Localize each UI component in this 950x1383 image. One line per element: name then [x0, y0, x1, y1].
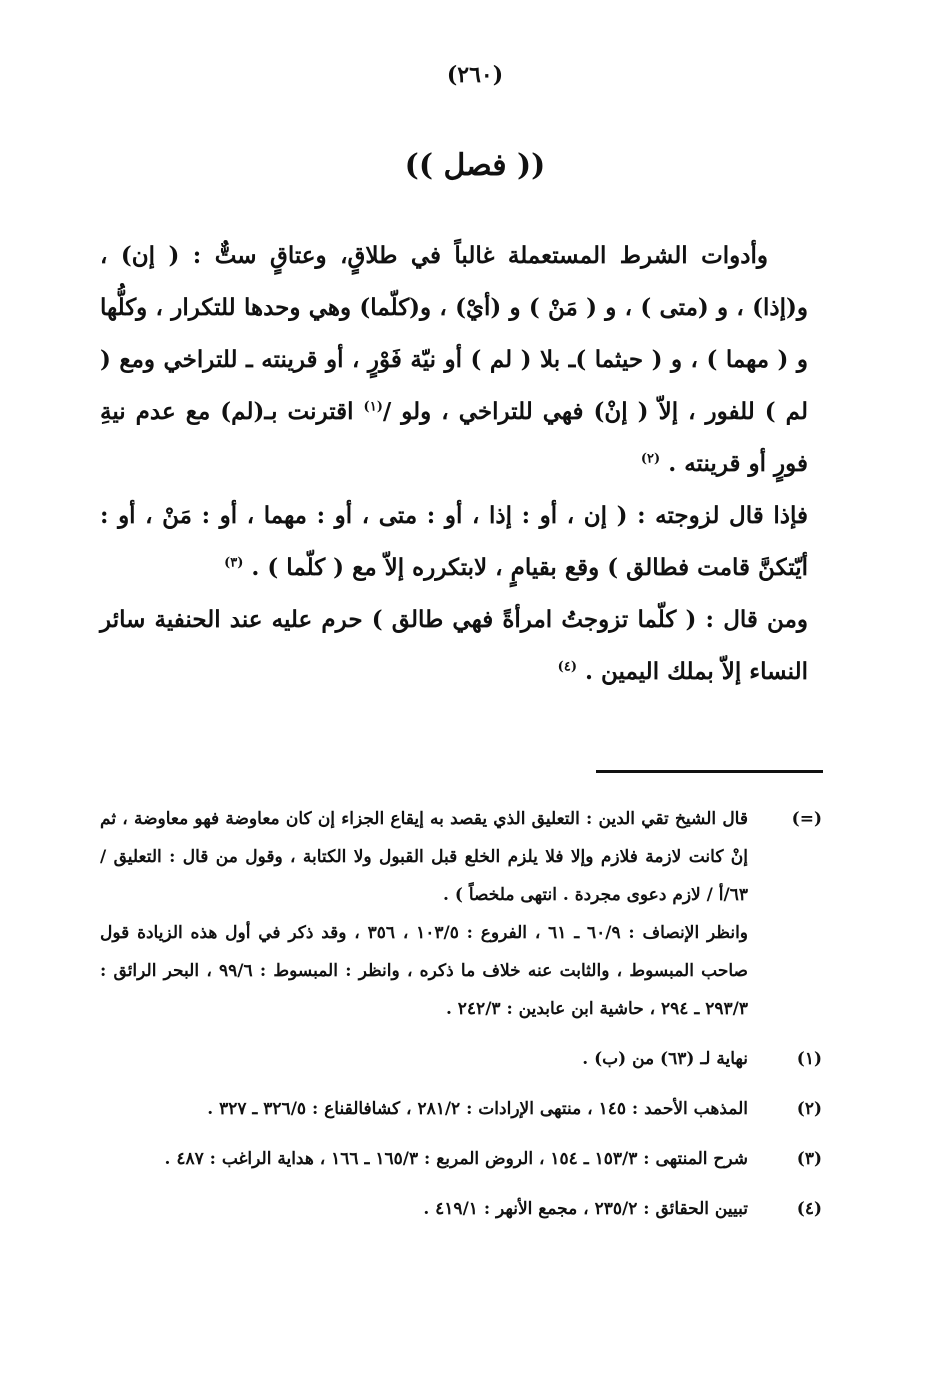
- section-title: (( فصل )): [404, 148, 546, 183]
- footnote-3: [100, 1140, 822, 1178]
- paragraph-3: [100, 594, 808, 698]
- footnote-paragraph: نهاية لـ (٦٣) من (ب) .: [582, 1049, 748, 1069]
- footnote-4: [100, 1190, 822, 1228]
- footnote-ref-1: (١): [363, 399, 383, 415]
- footnote-marker: (١): [796, 1049, 822, 1069]
- paragraph-1-text-b: اقترنت بـ(لم) مع عدم نيةِ فورٍ أو قرينته .: [100, 398, 808, 477]
- footnote-marker: (=): [791, 809, 822, 829]
- footnote-marker: (٣): [796, 1149, 822, 1169]
- footnote-1: [100, 1040, 822, 1078]
- footnote-ref-4: (٤): [557, 659, 577, 675]
- footnote-marker: (٢): [796, 1099, 822, 1119]
- footnote-body: [100, 1140, 748, 1178]
- footnote-separator: [596, 770, 823, 773]
- footnote-body: [100, 800, 748, 1028]
- page-number: (٢٦٠): [446, 62, 504, 88]
- footnote-body: [100, 1090, 748, 1128]
- footnote-2: [100, 1090, 822, 1128]
- paragraph-2-text: فإذا قال لزوجته : ( إن ، أو : إذا ، أو : متى ، أو : مهما ، أو : مَنْ ، أو : أيّتكنَّ قامت فطالق ) وقع بقيامٍ ، لابتكرره إلاّ مع ( كلّما ) .: [100, 502, 808, 581]
- footnote-paragraph: المذهب الأحمد : ١٤٥ ، منتهى الإرادات : ٢٨١/٢ ، كشافالقناع : ٣٢٦/٥ ـ ٣٢٧ .: [207, 1099, 748, 1119]
- footnote-paragraph: وانظر الإنصاف : ٦٠/٩ ـ ٦١ ، الفروع : ١٠٣/٥ ، ٣٥٦ ، وقد ذكر في أول هذه الزيادة قول صاحب المبسوط ، والثابت عنه خلاف ما ذكره ، وانظر : المبسوط : ٩٩/٦ ، البحر الرائق : ٢٩٣/٣ ـ ٢٩٤ ، حاشية ابن عابدين : ٢٤٢/٣ .: [100, 923, 749, 1019]
- footnote-ref-3: (٣): [224, 555, 244, 571]
- paragraph-1: [100, 230, 808, 490]
- footnotes: [100, 800, 822, 1228]
- footnote-paragraph: قال الشيخ تقي الدين : التعليق الذي يقصد به إيقاع الجزاء إن كان معاوضة فهو معاوضة ، ثم إنْ كانت لازمة فلازم وإلا فلا يلزم الخلع قبل القبول ولا الكتابة ، وقول من قال : التعليق / ٦٣/أ / لازم دعوى مجردة . انتهى ملخصاً ) .: [100, 809, 748, 905]
- footnote-body: [100, 1040, 748, 1078]
- footnote-continued: [100, 800, 822, 1028]
- footnote-ref-2: (٢): [640, 451, 661, 467]
- footnote-body: [100, 1190, 748, 1228]
- footnote-paragraph: شرح المنتهى : ١٥٣/٣ ـ ١٥٤ ، الروض المربع : ١٦٥/٣ ـ ١٦٦ ، هداية الراغب : ٤٨٧ .: [164, 1149, 748, 1169]
- paragraph-3-text: ومن قال : ( كلّما تزوجتُ امرأةً فهي طالق ) حرم عليه عند الحنفية سائر النساء إلاّ بملك اليمين .: [100, 606, 808, 685]
- paragraph-1-text-a: وأدوات الشرط المستعملة غالباً في طلاقٍ، وعتاقٍ ستٌّ : ( إن) ، و(إذا) ، و (متى ) ، و ( مَنْ ) و (أيْ) ، و(كلّما) وهي وحدها للتكرار ، وكلُّها و ( مهما ) ، و ( حيثما )ـ بلا ( لم ) أو نيّة فَوْرٍ ، أو قرينته ـ للتراخي ومع ( لم ) للفور ، إلاّ ( إنْ) فهي للتراخي ، ولو /: [100, 242, 808, 425]
- paragraph-2: [100, 490, 808, 594]
- footnote-paragraph: تبيين الحقائق : ٢٣٥/٢ ، مجمع الأنهر : ٤١٩/١ .: [423, 1199, 748, 1219]
- main-text: [100, 230, 808, 698]
- footnote-marker: (٤): [796, 1199, 822, 1219]
